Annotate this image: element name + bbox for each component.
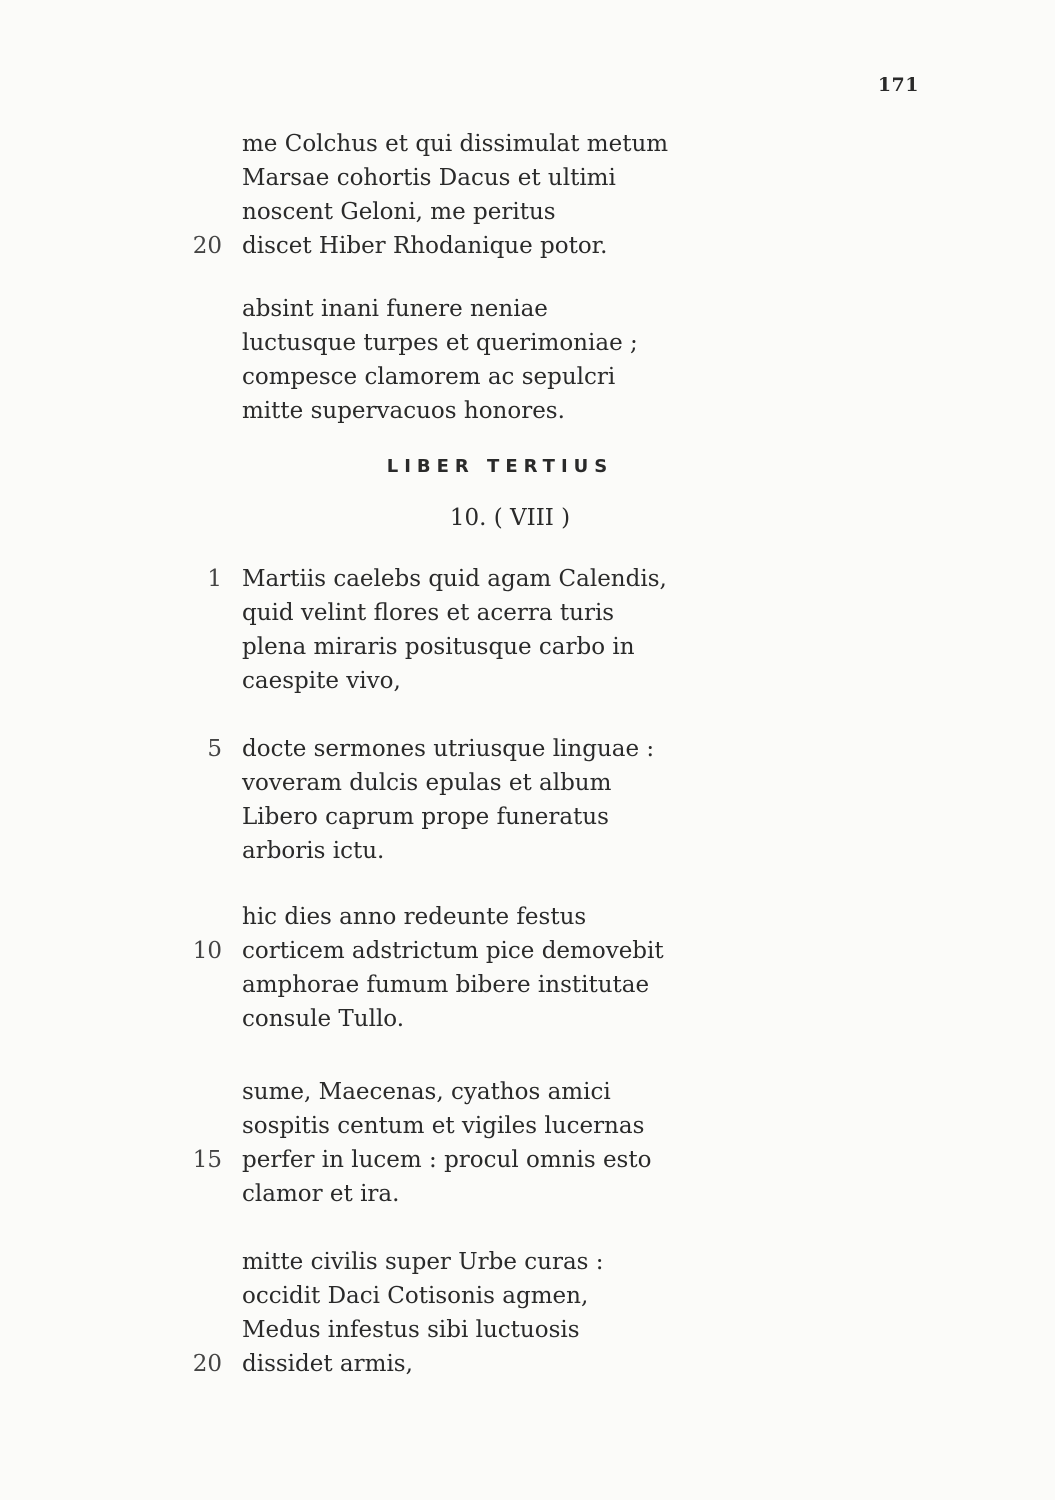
- stanza: [0, 1075, 1055, 1211]
- verse-line: [0, 1002, 1055, 1036]
- verse-line: [0, 1347, 1055, 1381]
- verse-line: [0, 127, 1055, 161]
- verse-line: [0, 934, 1055, 968]
- verse-text: quid velint flores et acerra turis: [242, 600, 615, 626]
- verse-line: [0, 1075, 1055, 1109]
- verse-line: [0, 1313, 1055, 1347]
- verse-line: [0, 834, 1055, 868]
- verse-text: me Colchus et qui dissimulat metum: [242, 131, 669, 157]
- verse-text: amphorae fumum bibere institutae: [242, 972, 650, 998]
- verse-line: [0, 596, 1055, 630]
- verse-text: plena miraris positusque carbo in: [242, 634, 635, 660]
- line-number: 5: [207, 736, 222, 762]
- verse-text: noscent Geloni, me peritus: [242, 199, 556, 225]
- verse-line: [0, 292, 1055, 326]
- verse-text: corticem adstrictum pice demovebit: [242, 938, 664, 964]
- line-number: 15: [192, 1147, 222, 1173]
- verse-line: [0, 161, 1055, 195]
- verse-text: clamor et ira.: [242, 1181, 400, 1207]
- verse-text: luctusque turpes et querimoniae ;: [242, 330, 638, 356]
- verse-text: Marsae cohortis Dacus et ultimi: [242, 165, 616, 191]
- verse-line: [0, 732, 1055, 766]
- verse-line: [0, 900, 1055, 934]
- verse-line: [0, 360, 1055, 394]
- stanza: [0, 900, 1055, 1036]
- verse-text: compesce clamorem ac sepulcri: [242, 364, 616, 390]
- verse-text: docte sermones utriusque linguae :: [242, 736, 655, 762]
- book-title: LIBER TERTIUS: [386, 456, 614, 477]
- verse-line: [0, 1245, 1055, 1279]
- verse-text: dissidet armis,: [242, 1351, 413, 1377]
- line-number: 20: [192, 1351, 222, 1377]
- verse-text: occidit Daci Cotisonis agmen,: [242, 1283, 589, 1309]
- verse-line: [0, 229, 1055, 263]
- line-number: 10: [192, 938, 222, 964]
- verse-text: Martiis caelebs quid agam Calendis,: [242, 566, 667, 592]
- verse-text: arboris ictu.: [242, 838, 385, 864]
- verse-line: [0, 630, 1055, 664]
- line-number: 1: [207, 566, 222, 592]
- verse-text: mitte civilis super Urbe curas :: [242, 1249, 604, 1275]
- verse-text: voveram dulcis epulas et album: [242, 770, 612, 796]
- verse-text: hic dies anno redeunte festus: [242, 904, 587, 930]
- verse-line: [0, 766, 1055, 800]
- stanza: [0, 292, 1055, 428]
- verse-line: [0, 195, 1055, 229]
- verse-text: perfer in lucem : procul omnis esto: [242, 1147, 652, 1173]
- stanza: [0, 1245, 1055, 1381]
- verse-text: Libero caprum prope funeratus: [242, 804, 609, 830]
- verse-text: sume, Maecenas, cyathos amici: [242, 1079, 611, 1105]
- verse-line: [0, 1279, 1055, 1313]
- verse-line: [0, 1109, 1055, 1143]
- verse-line: [0, 664, 1055, 698]
- stanza: [0, 562, 1055, 698]
- verse-line: [0, 800, 1055, 834]
- verse-text: discet Hiber Rhodanique potor.: [242, 233, 608, 259]
- verse-line: [0, 1177, 1055, 1211]
- verse-text: Medus infestus sibi luctuosis: [242, 1317, 580, 1343]
- verse-text: absint inani funere neniae: [242, 296, 548, 322]
- verse-line: [0, 326, 1055, 360]
- verse-line: [0, 1143, 1055, 1177]
- line-number: 20: [192, 233, 222, 259]
- verse-text: sospitis centum et vigiles lucernas: [242, 1113, 645, 1139]
- verse-line: [0, 968, 1055, 1002]
- verse-text: consule Tullo.: [242, 1006, 405, 1032]
- page-number: 171: [877, 74, 919, 96]
- poem-title: 10. ( VIII ): [449, 505, 571, 531]
- stanza: [0, 127, 1055, 263]
- verse-text: mitte supervacuos honores.: [242, 398, 565, 424]
- verse-line: [0, 394, 1055, 428]
- verse-text: caespite vivo,: [242, 668, 401, 694]
- stanza: [0, 732, 1055, 868]
- verse-line: [0, 562, 1055, 596]
